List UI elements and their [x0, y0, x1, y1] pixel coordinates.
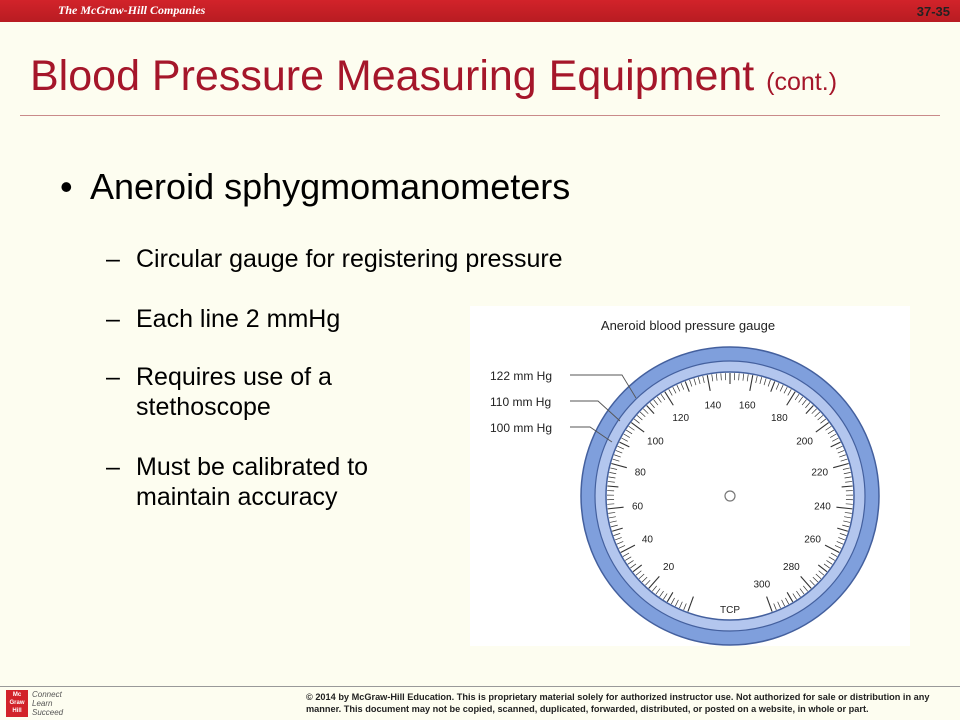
sub-item-gauge [106, 244, 563, 274]
mcgraw-hill-logo: Mc Graw Hill [6, 690, 28, 717]
bullet-marker: • [60, 166, 73, 207]
sub-item-line: Must be calibrated to [136, 453, 369, 481]
title-divider [20, 115, 940, 116]
dial-label: 260 [804, 534, 821, 546]
sub-item-line: Each line 2 mmHg [136, 305, 341, 333]
main-bullet [60, 166, 570, 208]
dial-label: 300 [753, 579, 771, 591]
dial-label: 60 [631, 501, 644, 513]
logo-tagline: Connect Learn Succeed [32, 690, 64, 717]
footer-divider [0, 686, 960, 687]
title-main: Blood Pressure Measuring Equipment [30, 52, 755, 100]
dial-label: 200 [796, 436, 813, 448]
dial-label: 80 [634, 467, 646, 479]
dial-label: 20 [663, 561, 675, 573]
gauge-brand-mark: TCP [720, 605, 740, 616]
sub-item-dash: – [106, 453, 120, 481]
brand-logo-text: The McGraw-Hill Companies [58, 3, 206, 17]
dial-label: 40 [641, 534, 653, 546]
sub-item-line-value [106, 304, 340, 334]
copyright-notice: © 2014 by McGraw-Hill Education. This is proprietary material solely for authorized instructor use. Not authorized for sale or distribution in any manner. This document may not be copied, scanned, duplicated, forwarded, distributed, or posted on a website, in whole or part. [306, 692, 930, 714]
sub-item-calibration [106, 452, 368, 512]
title-suffix: (cont.) [766, 68, 838, 96]
dial-label: 120 [672, 413, 690, 425]
sub-item-dash: – [106, 363, 120, 391]
sub-item-line: stethoscope [136, 393, 271, 421]
dial-label: 240 [814, 501, 831, 513]
sub-item-dash: – [106, 305, 120, 333]
dial-label: 280 [783, 561, 800, 573]
dial-label: 100 [647, 436, 664, 448]
sub-item-dash: – [106, 245, 120, 273]
sub-item-line: maintain accuracy [136, 483, 338, 511]
callout-label: 110 mm Hg [490, 395, 552, 409]
top-banner [0, 0, 960, 22]
gauge-center-pivot [725, 491, 735, 501]
bullet-text: Aneroid sphygmomanometers [90, 166, 571, 207]
figure-caption: Aneroid blood pressure gauge [600, 318, 776, 333]
sub-item-line: Circular gauge for registering pressure [136, 245, 563, 273]
slide-number: 37-35 [916, 4, 950, 19]
aneroid-gauge-figure [470, 306, 910, 646]
dial-label: 180 [770, 413, 788, 425]
sub-item-stethoscope [106, 362, 332, 422]
callout-label: 100 mm Hg [490, 421, 553, 435]
dial-label: 160 [738, 400, 756, 412]
callout-label: 122 mm Hg [490, 369, 553, 383]
dial-label: 140 [704, 400, 722, 412]
slide-title [30, 52, 837, 101]
dial-label: 220 [811, 467, 829, 479]
sub-item-line: Requires use of a [136, 363, 332, 391]
